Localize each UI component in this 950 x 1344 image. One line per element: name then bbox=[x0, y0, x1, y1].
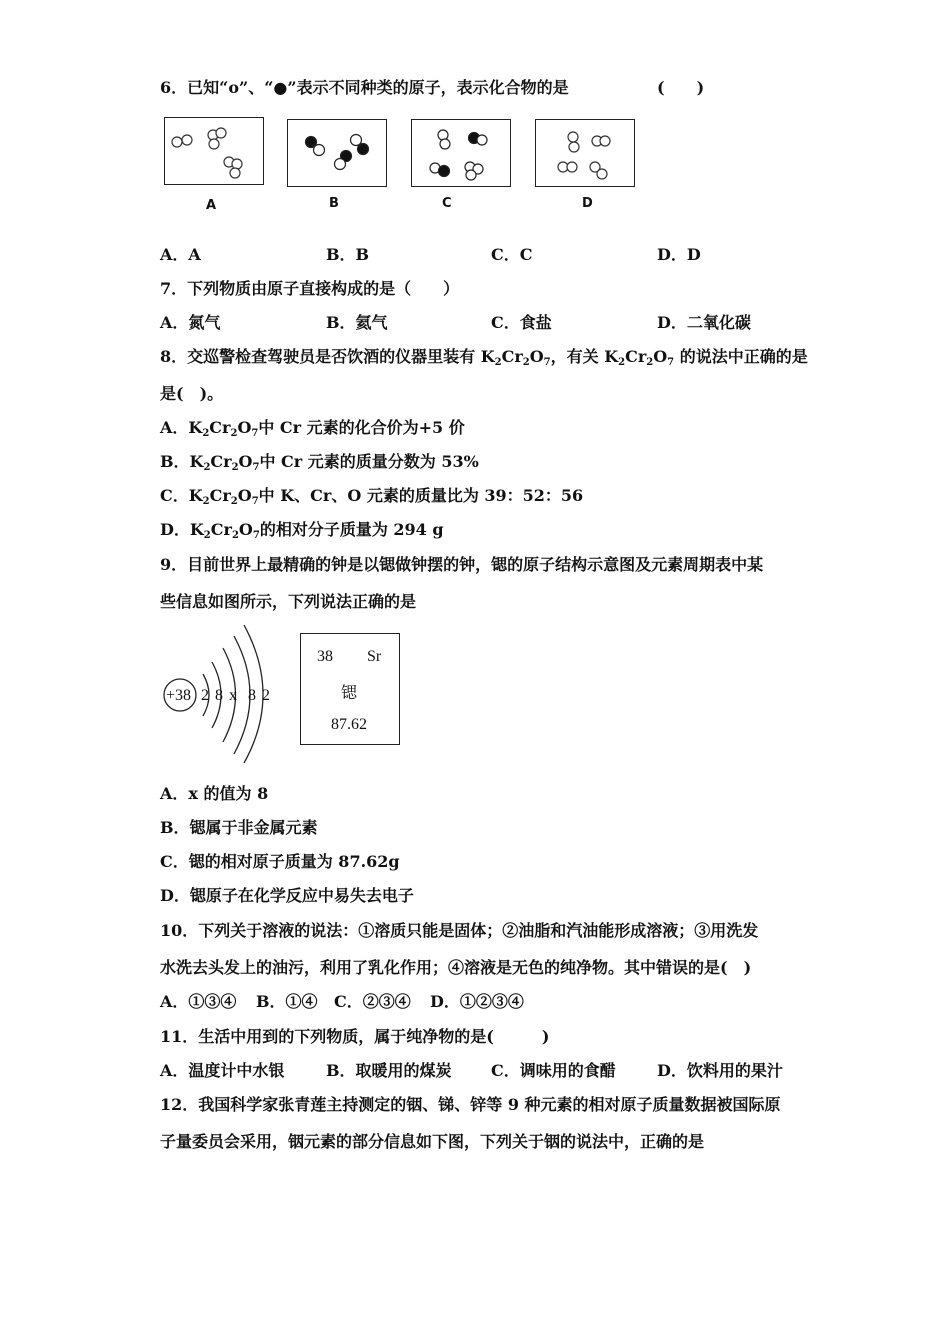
q7-option-c[interactable]: C．食盐 bbox=[491, 313, 552, 332]
q6-figure-b bbox=[287, 119, 387, 187]
q9-stem-line2: 些信息如图所示，下列说法正确的是 bbox=[160, 592, 417, 611]
q9-stem-line1: 9．目前世界上最精确的钟是以锶做钟摆的钟，锶的原子结构示意图及元素周期表中某 bbox=[160, 555, 764, 574]
q10-option-c[interactable]: C．②③④ bbox=[334, 992, 411, 1011]
q8-stem-part1: 8．交巡警检查驾驶员是否饮酒的仪器里装有 bbox=[160, 347, 481, 366]
q7-option-a[interactable]: A．氮气 bbox=[160, 313, 221, 332]
q6-fig-label-c: C bbox=[442, 196, 452, 211]
q8-option-b[interactable] bbox=[160, 452, 479, 478]
q10-stem-line1: 10．下列关于溶液的说法：①溶质只能是固体；②油脂和汽油能形成溶液；③用洗发 bbox=[160, 921, 759, 940]
q8-stem-part2: ，有关 bbox=[550, 347, 605, 366]
q8-option-b-label: B． bbox=[160, 452, 190, 471]
q9-option-a[interactable]: A．x 的值为 8 bbox=[160, 784, 269, 803]
q10-option-d[interactable]: D．①②③④ bbox=[430, 992, 524, 1011]
q6-figure-d bbox=[535, 119, 635, 187]
q8-option-a-text: 中 Cr 元素的化合价为+5 价 bbox=[258, 418, 465, 437]
q8-option-b-text: 中 Cr 元素的质量分数为 53% bbox=[259, 452, 479, 471]
q6-option-b[interactable]: B．B bbox=[326, 245, 370, 264]
q9-shell-electrons: 2 8 x 8 2 bbox=[201, 687, 271, 704]
q6-option-a[interactable]: A．A bbox=[160, 245, 201, 264]
q6-option-d[interactable]: D．D bbox=[657, 245, 701, 264]
q6-figure-a bbox=[164, 117, 264, 185]
q12-stem-line2: 子量委员会采用，铟元素的部分信息如下图，下列关于铟的说法中，正确的是 bbox=[160, 1132, 705, 1151]
q8-option-c-text: 中 K、Cr、O 元素的质量比为 39：52：56 bbox=[258, 486, 584, 505]
q9-tile-name: 锶 bbox=[341, 683, 358, 702]
q6-fig-label-b: B bbox=[329, 196, 339, 211]
q6-figure-c bbox=[411, 119, 511, 187]
q9-option-d[interactable]: D．锶原子在化学反应中易失去电子 bbox=[160, 886, 414, 905]
q9-periodic-tile bbox=[300, 633, 400, 745]
q6-fig-label-d: D bbox=[582, 196, 593, 211]
q6-paren: ( ) bbox=[657, 78, 705, 97]
q7-option-d[interactable]: D．二氧化碳 bbox=[657, 313, 751, 332]
q8-option-d-formula: $K_2Cr_2O_7$ bbox=[189, 520, 260, 541]
q8-option-d[interactable] bbox=[160, 520, 444, 546]
q12-stem-line1: 12．我国科学家张青莲主持测定的铟、锑、锌等 9 种元素的相对原子质量数据被国际原 bbox=[160, 1095, 781, 1114]
q6-stem bbox=[160, 78, 705, 98]
q8-option-a[interactable] bbox=[160, 418, 465, 444]
q8-stem-line2: 是( )。 bbox=[160, 384, 224, 403]
q11-option-c[interactable]: C．调味用的食醋 bbox=[491, 1061, 616, 1080]
q11-option-a[interactable]: A．温度计中水银 bbox=[160, 1061, 285, 1080]
q9-option-b[interactable]: B．锶属于非金属元素 bbox=[160, 818, 318, 837]
q10-option-b[interactable]: B．①④ bbox=[256, 992, 318, 1011]
q8-option-c[interactable] bbox=[160, 486, 583, 512]
q6-option-c[interactable]: C．C bbox=[491, 245, 533, 264]
q7-option-b[interactable]: B．氦气 bbox=[326, 313, 388, 332]
q9-tile-symbol: Sr bbox=[367, 648, 382, 665]
q6-figure-a-molecules bbox=[165, 118, 263, 184]
q8-formula-1: $K_2Cr_2O_7$ bbox=[480, 347, 551, 368]
q6-figure-d-molecules bbox=[536, 120, 634, 186]
q8-stem-line1 bbox=[160, 347, 808, 373]
q8-option-b-formula: $K_2Cr_2O_7$ bbox=[189, 452, 260, 473]
q10-option-a[interactable]: A．①③④ bbox=[160, 992, 237, 1011]
q8-option-c-formula: $K_2Cr_2O_7$ bbox=[188, 486, 259, 507]
q8-formula-2: $K_2Cr_2O_7$ bbox=[604, 347, 675, 368]
q6-figure-c-molecules bbox=[412, 120, 510, 186]
q8-option-a-formula: $K_2Cr_2O_7$ bbox=[188, 418, 259, 439]
q9-tile-number: 38 bbox=[317, 648, 333, 665]
q8-option-a-label: A． bbox=[160, 418, 189, 437]
q8-stem-part3: 的说法中正确的是 bbox=[674, 347, 808, 366]
q10-stem-line2: 水洗去头发上的油污，利用了乳化作用；④溶液是无色的纯净物。其中错误的是( ) bbox=[160, 958, 752, 977]
q9-nucleus-charge: +38 bbox=[166, 687, 192, 704]
q6-stem-text: 6．已知“o”、“●”表示不同种类的原子，表示化合物的是 bbox=[160, 78, 569, 97]
q8-option-d-label: D． bbox=[160, 520, 190, 539]
q8-option-c-label: C． bbox=[160, 486, 189, 505]
q9-option-c[interactable]: C．锶的相对原子质量为 87.62g bbox=[160, 852, 400, 871]
q7-stem: 7．下列物质由原子直接构成的是（ ） bbox=[160, 279, 460, 298]
q6-fig-label-a: A bbox=[206, 198, 217, 213]
q8-option-d-text: 的相对分子质量为 294 g bbox=[259, 520, 444, 539]
q9-tile-mass: 87.62 bbox=[331, 716, 367, 733]
q11-option-b[interactable]: B．取暖用的煤炭 bbox=[326, 1061, 452, 1080]
q6-figure-b-molecules bbox=[288, 120, 386, 186]
q11-stem: 11．生活中用到的下列物质，属于纯净物的是( ) bbox=[160, 1027, 550, 1046]
q11-option-d[interactable]: D．饮料用的果汁 bbox=[657, 1061, 783, 1080]
